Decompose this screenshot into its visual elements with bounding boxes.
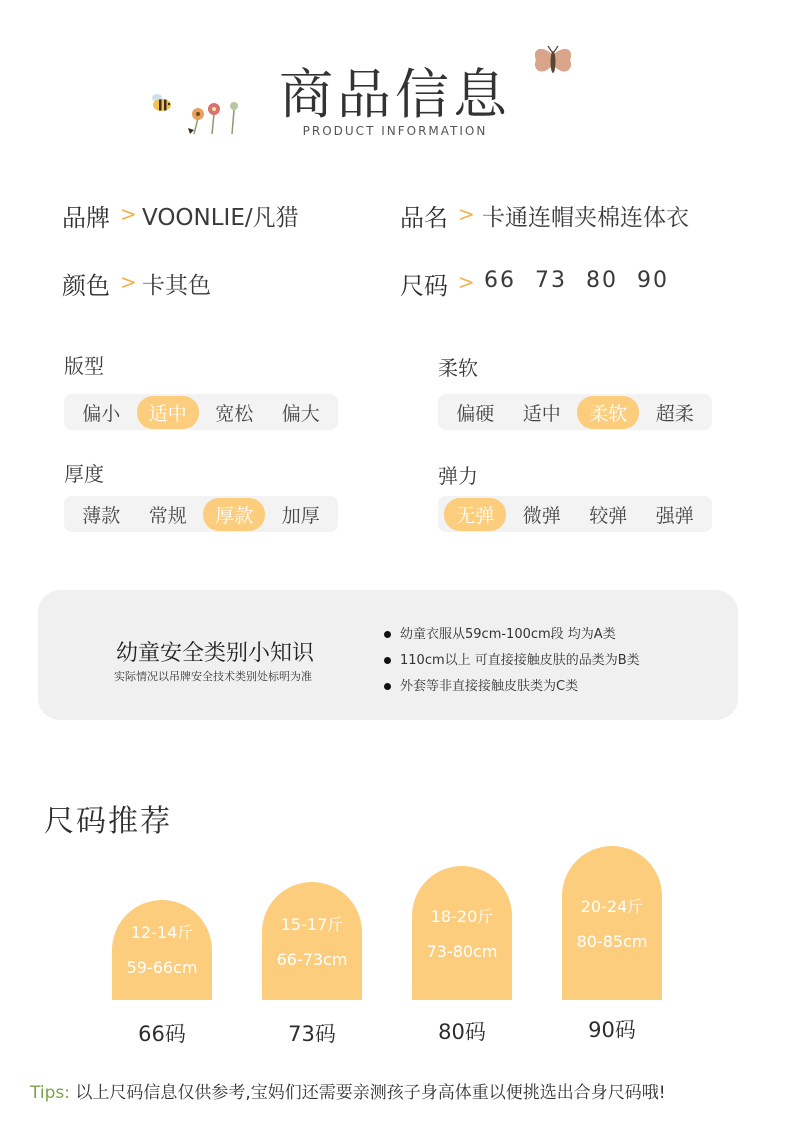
softness-option: 适中	[522, 402, 561, 425]
color-arrow: >	[120, 270, 137, 294]
color-label: 颜色	[62, 272, 110, 300]
size-label: 尺码	[400, 272, 448, 300]
elasticity-option: 无弹	[444, 498, 506, 531]
softness-option: 柔软	[577, 396, 639, 429]
thickness-option: 常规	[148, 504, 187, 527]
size-weight: 15-17斤	[280, 915, 344, 934]
bee-icon	[148, 92, 174, 118]
safety-point: 110cm以上 可直接接触皮肤的品类为B类	[384, 648, 640, 674]
elasticity-option: 较弹	[589, 504, 628, 527]
softness-option: 超柔	[655, 402, 694, 425]
elasticity-option: 强弹	[655, 504, 694, 527]
flowers-icon	[184, 100, 244, 140]
thickness-option: 厚款	[203, 498, 265, 531]
thickness-option: 加厚	[281, 504, 320, 527]
elasticity-selector	[438, 496, 712, 532]
safety-point: 幼童衣服从59cm-100cm段 均为A类	[384, 622, 640, 648]
name-label: 品名	[400, 204, 448, 232]
elasticity-title: 弹力	[438, 464, 478, 488]
fit-option: 偏大	[281, 402, 320, 425]
size-label-90: 90码	[588, 1018, 636, 1042]
fit-title: 版型	[64, 354, 104, 378]
size-label-73: 73码	[288, 1022, 336, 1046]
size-label-66: 66码	[138, 1022, 186, 1046]
fit-selector	[64, 394, 338, 430]
thickness-selector	[64, 496, 338, 532]
safety-title: 幼童安全类别小知识	[116, 641, 315, 666]
softness-title: 柔软	[438, 356, 478, 380]
safety-panel	[38, 590, 738, 720]
size-weight: 18-20斤	[430, 907, 494, 926]
fit-option: 偏小	[82, 402, 121, 425]
size-values: 66 73 80 90	[484, 268, 669, 293]
name-value: 卡通连帽夹棉连体衣	[482, 205, 689, 231]
thickness-option: 薄款	[82, 504, 121, 527]
color-value: 卡其色	[142, 273, 211, 299]
page-title: 商品信息	[279, 63, 511, 126]
size-height: 66-73cm	[276, 950, 348, 969]
fit-option: 适中	[137, 396, 199, 429]
thickness-title: 厚度	[64, 462, 104, 486]
size-height: 80-85cm	[576, 932, 648, 951]
fit-option: 宽松	[215, 402, 254, 425]
safety-subtitle: 实际情况以吊牌安全技术类别处标明为准	[114, 670, 312, 683]
recommend-title: 尺码推荐	[44, 804, 172, 839]
elasticity-option: 微弹	[522, 504, 561, 527]
brand-arrow: >	[120, 202, 137, 226]
tips-line	[30, 1078, 666, 1103]
softness-selector	[438, 394, 712, 430]
tips-text: 以上尺码信息仅供参考,宝妈们还需要亲测孩子身高体重以便挑选出合身尺码哦!	[75, 1083, 666, 1103]
safety-list	[384, 622, 640, 700]
safety-point: 外套等非直接接触皮肤类为C类	[384, 674, 640, 700]
size-label-80: 80码	[438, 1020, 486, 1044]
softness-option: 偏硬	[456, 402, 495, 425]
size-arch-66	[112, 900, 212, 1000]
brand-label: 品牌	[62, 204, 110, 232]
size-height: 73-80cm	[426, 942, 498, 961]
page-subtitle: PRODUCT INFORMATION	[302, 124, 488, 138]
tips-head: Tips:	[30, 1083, 70, 1103]
brand-value: VOONLIE/凡猎	[142, 205, 299, 231]
name-arrow: >	[458, 202, 475, 226]
size-arch-90	[562, 846, 662, 1000]
size-arch-73	[262, 882, 362, 1000]
size-weight: 12-14斤	[130, 923, 194, 942]
size-height: 59-66cm	[126, 958, 198, 977]
moth-icon	[530, 44, 576, 88]
size-arrow: >	[458, 270, 475, 294]
size-arch-80	[412, 866, 512, 1000]
size-weight: 20-24斤	[580, 897, 644, 916]
